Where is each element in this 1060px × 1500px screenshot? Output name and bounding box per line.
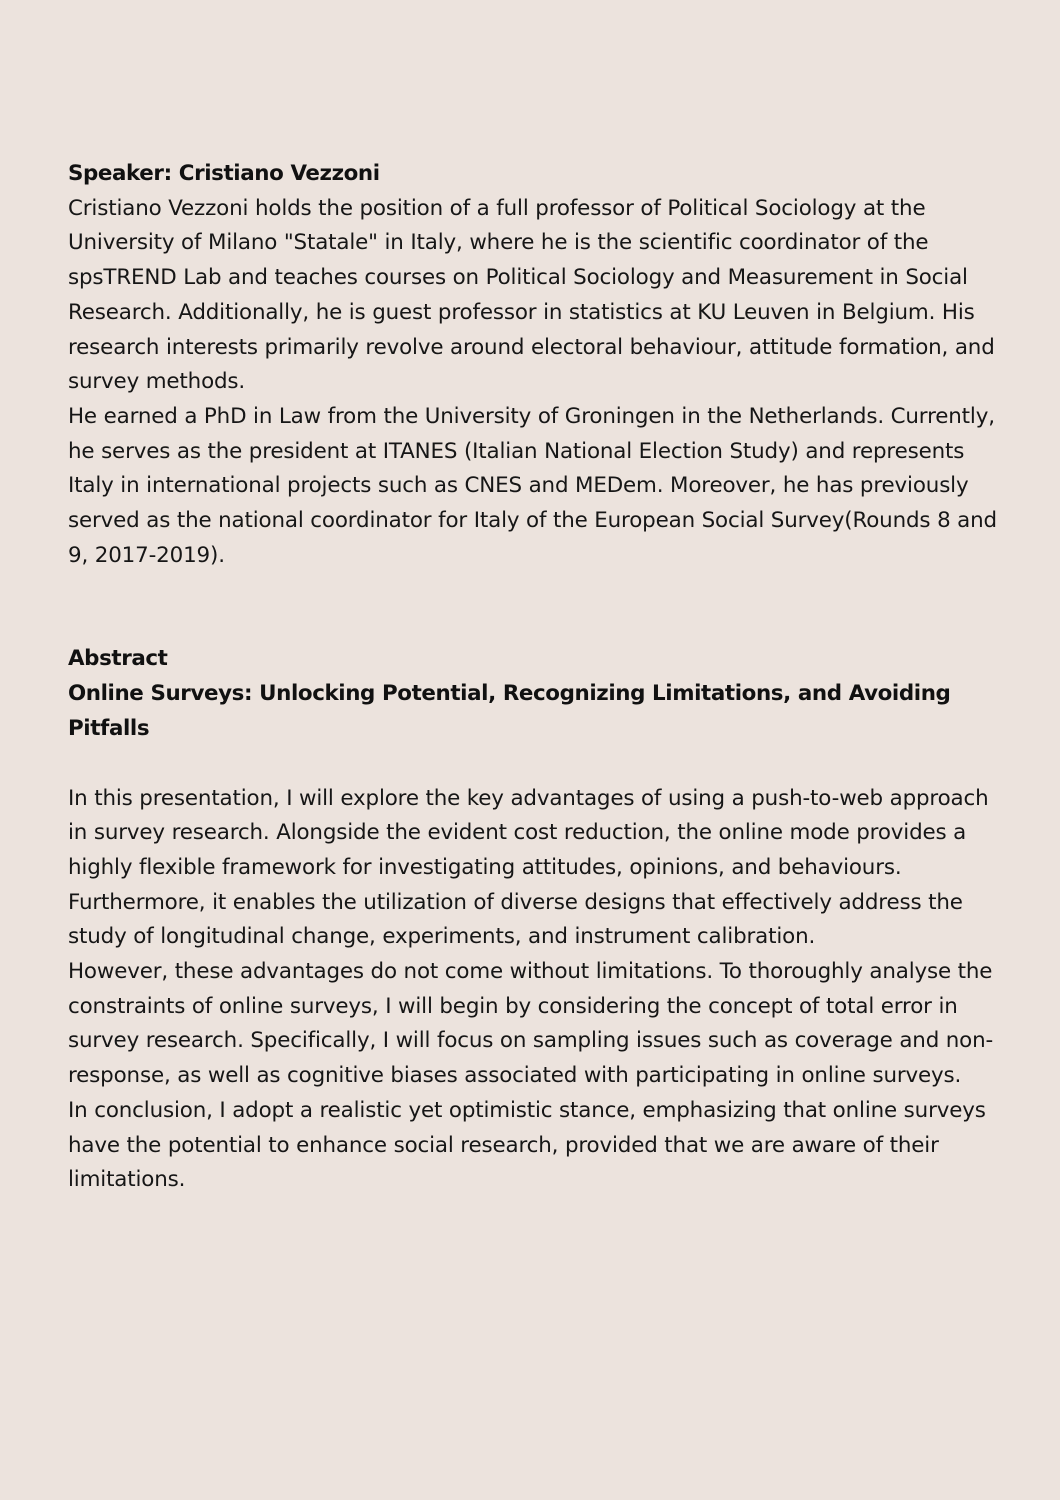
abstract-paragraph: In this presentation, I will explore the key advantages of using a push-to-web approach in survey research. Alongside the evident cost reduction, the online mode provides a highly flexible framework for investigating attitudes, opinions, and behaviours. Furthermore, it enables the utilization of diverse designs that effectively address the study of longitudinal change, experiments, and instrument calibration. [68, 785, 989, 950]
speaker-section [68, 157, 998, 573]
speaker-heading: Speaker: Cristiano Vezzoni [68, 161, 380, 186]
abstract-title: Online Surveys: Unlocking Potential, Recognizing Limitations, and Avoiding Pitfalls [68, 681, 951, 741]
abstract-paragraph: In conclusion, I adopt a realistic yet optimistic stance, emphasizing that online surveys have the potential to enhance social research, provided that we are aware of their limitations. [68, 1097, 986, 1193]
speaker-bio-paragraph: He earned a PhD in Law from the University of Groningen in the Netherlands. Currently, he serves as the president at ITANES (Italian National Election Study) and represents Italy in international projects such as CNES and MEDem. Moreover, he has previously served as the national coordinator for Italy of the European Social Survey(Rounds 8 and 9, 2017-2019). [68, 403, 997, 568]
abstract-paragraph: However, these advantages do not come without limitations. To thoroughly analyse the constraints of online surveys, I will begin by considering the concept of total error in survey research. Specifically, I will focus on sampling issues such as coverage and non-response, as well as cognitive biases associated with participating in online surveys. [68, 959, 994, 1089]
abstract-heading: Abstract [68, 646, 168, 672]
document-page [68, 157, 998, 1198]
title-spacer [68, 747, 998, 782]
section-spacer [68, 573, 998, 642]
abstract-section [68, 642, 998, 1198]
speaker-bio-paragraph: Cristiano Vezzoni holds the position of a full professor of Political Sociology at the University of Milano "Statale" in Italy, where he is the scientific coordinator of the spsTREND Lab and teaches courses on Political Sociology and Measurement in Social Research. Additionally, he is guest professor in statistics at KU Leuven in Belgium. His research interests primarily revolve around electoral behaviour, attitude formation, and survey methods. [68, 195, 995, 395]
